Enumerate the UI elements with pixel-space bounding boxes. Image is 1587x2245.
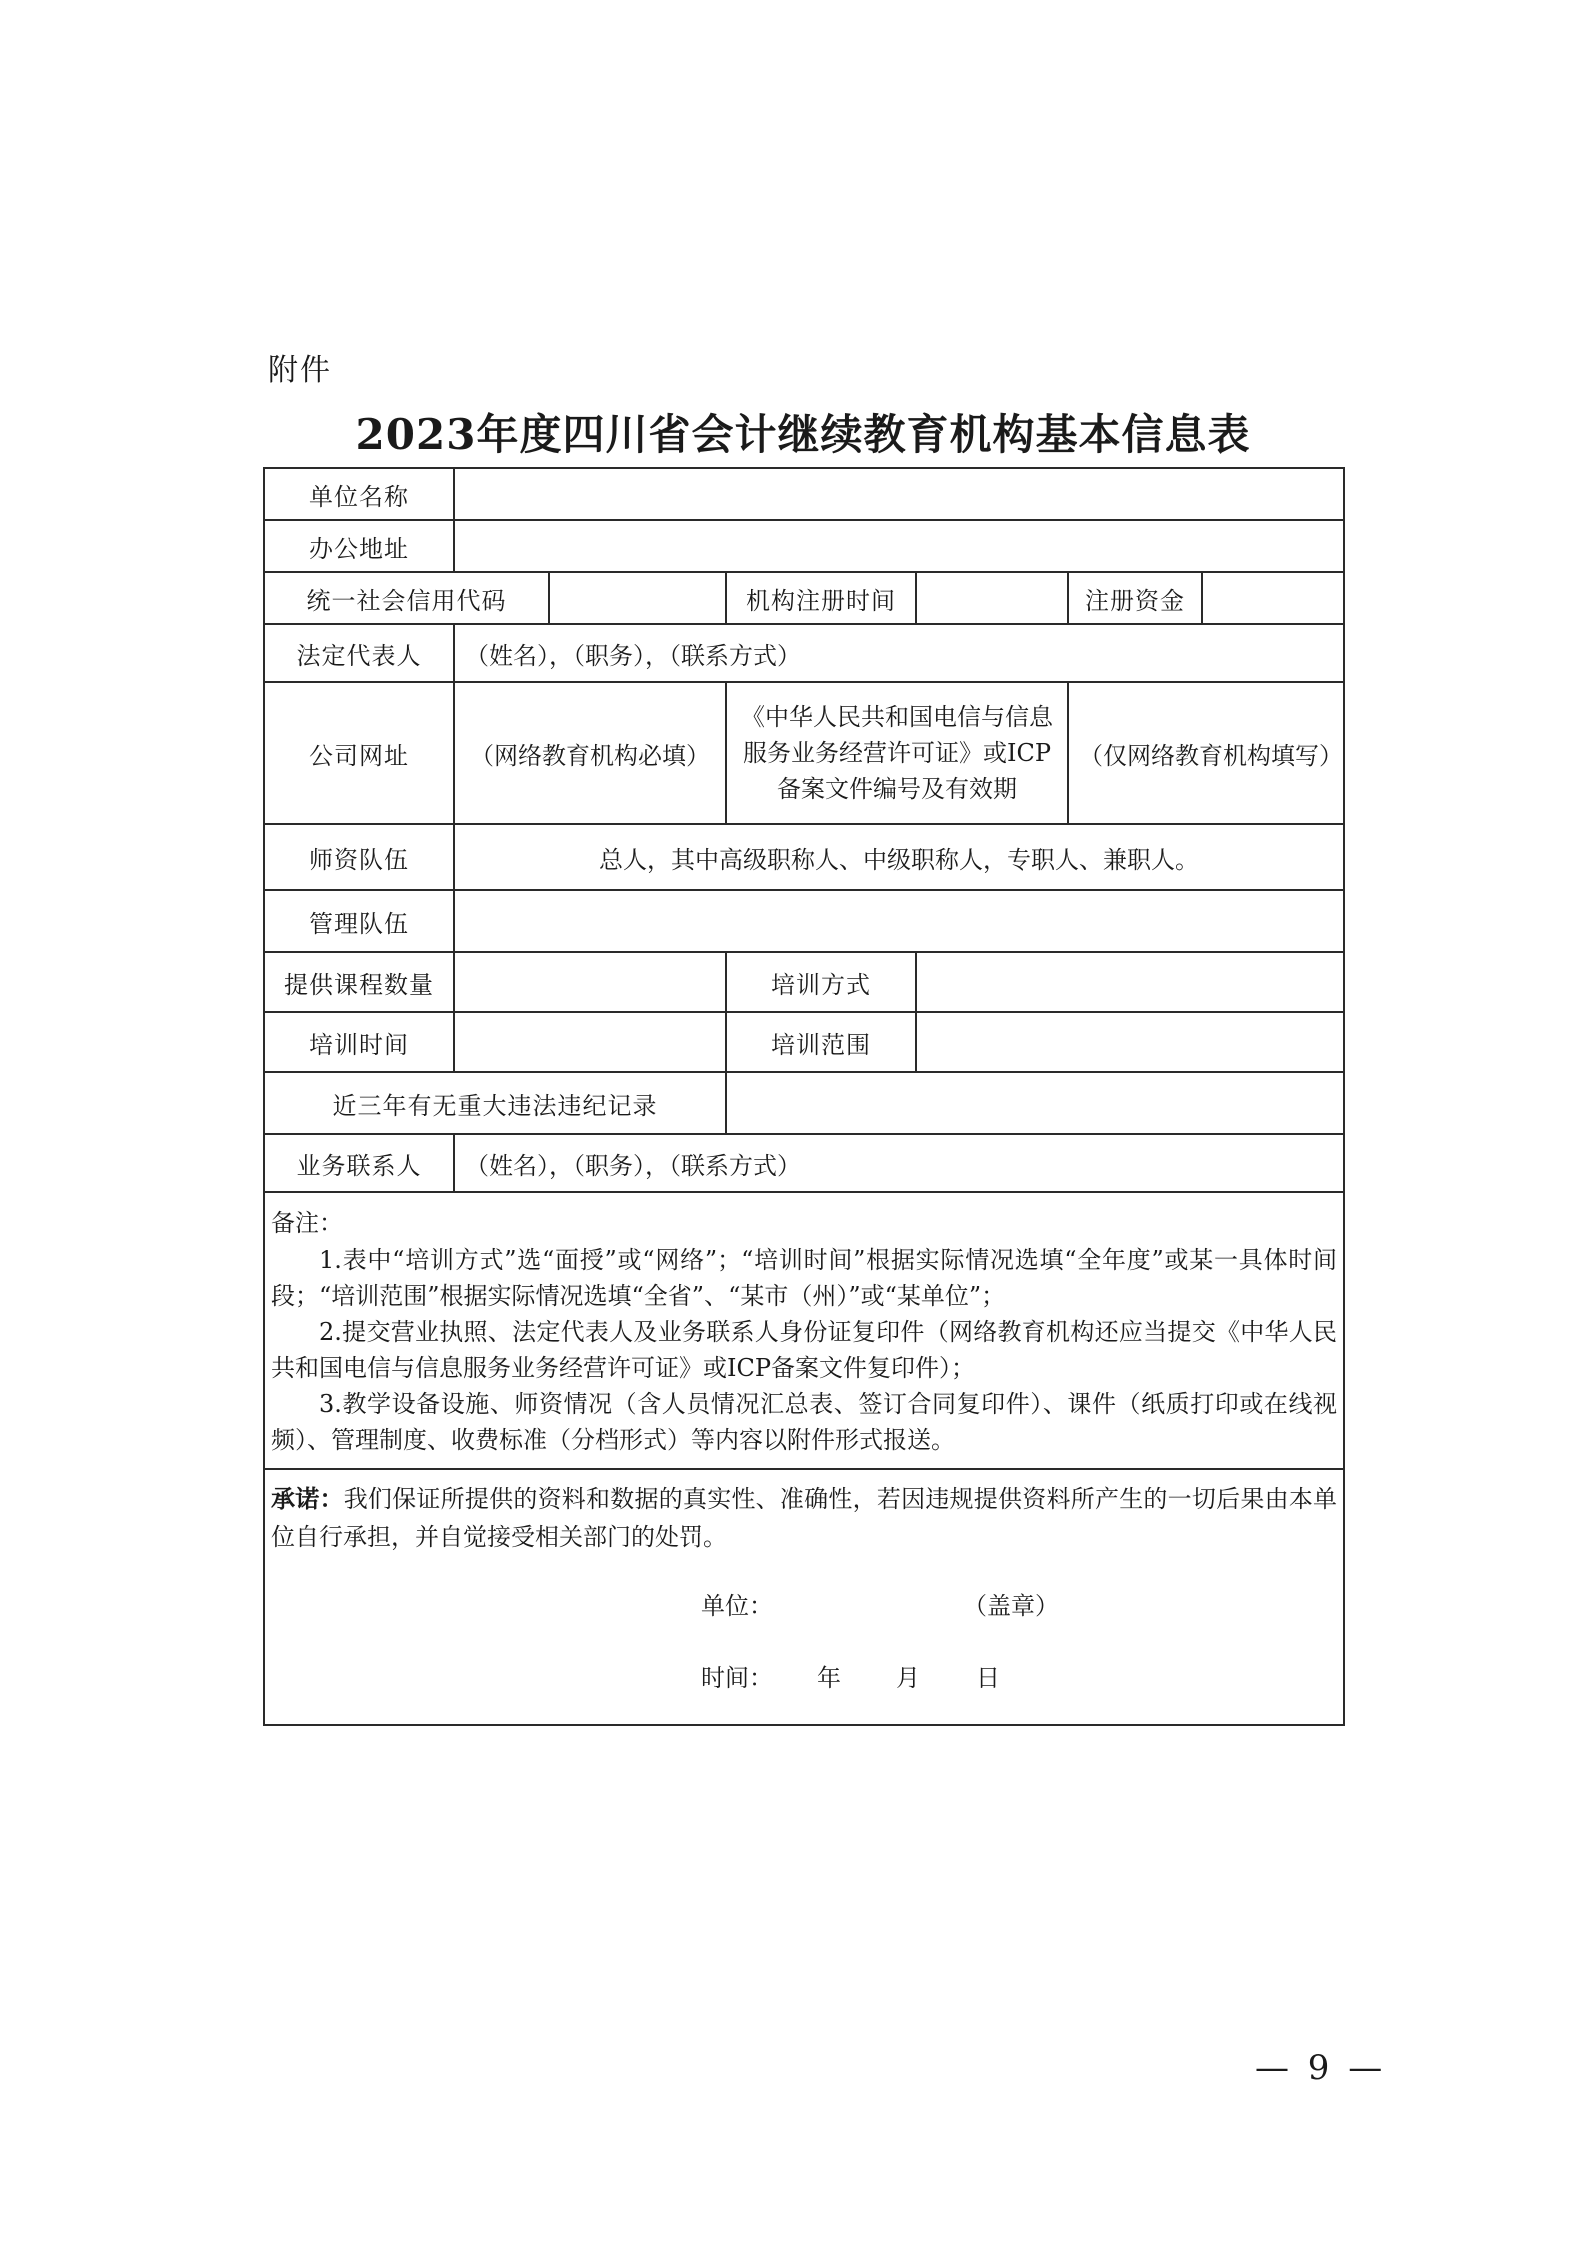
promise-text: 我们保证所提供的资料和数据的真实性、准确性，若因违规提供资料所产生的一切后果由本单位自行承担，并自觉接受相关部门的处罚。 [271, 1485, 1338, 1551]
signature-time-label: 时间： [701, 1664, 773, 1692]
signature-day: 日 [976, 1664, 1000, 1692]
registered-capital-label: 注册资金 [1068, 572, 1202, 624]
office-address-label: 办公地址 [264, 520, 454, 572]
row-faculty [264, 824, 1344, 890]
row-website [264, 682, 1344, 824]
credit-code-label: 统一社会信用代码 [264, 572, 549, 624]
row-notes [264, 1192, 1344, 1469]
attachment-label: 附件 [268, 353, 332, 388]
signature-unit-row [701, 1570, 1337, 1642]
training-scope-label: 培训范围 [726, 1012, 916, 1072]
license-field[interactable]: （仅网络教育机构填写） [1068, 682, 1344, 824]
row-business-contact [264, 1134, 1344, 1192]
training-method-field[interactable] [916, 952, 1344, 1012]
unit-name-field[interactable] [454, 468, 1344, 520]
business-contact-field[interactable]: （姓名），（职务），（联系方式） [454, 1134, 1344, 1192]
management-label: 管理队伍 [264, 890, 454, 952]
business-contact-label: 业务联系人 [264, 1134, 454, 1192]
faculty-label: 师资队伍 [264, 824, 454, 890]
notes-item-1: 1.表中“培训方式”选“面授”或“网络”；“培训时间”根据实际情况选填“全年度”或某一具体时间段；“培训范围”根据实际情况选填“全省”、“某市（州）”或“某单位”； [271, 1246, 1338, 1310]
legal-rep-field[interactable]: （姓名），（职务），（联系方式） [454, 624, 1344, 682]
office-address-field[interactable] [454, 520, 1344, 572]
credit-code-field[interactable] [549, 572, 726, 624]
signature-month: 月 [896, 1664, 920, 1692]
unit-name-label: 单位名称 [264, 468, 454, 520]
training-time-label: 培训时间 [264, 1012, 454, 1072]
signature-block [701, 1570, 1337, 1714]
violations-label: 近三年有无重大违法违纪记录 [264, 1072, 726, 1134]
row-office-address [264, 520, 1344, 572]
signature-year: 年 [817, 1664, 841, 1692]
management-field[interactable] [454, 890, 1344, 952]
signature-seal: （盖章） [963, 1592, 1059, 1620]
row-legal-rep [264, 624, 1344, 682]
info-form-table [263, 467, 1345, 1726]
notes-item-2: 2.提交营业执照、法定代表人及业务联系人身份证复印件（网络教育机构还应当提交《中华人民共和国电信与信息服务业务经营许可证》或ICP备案文件复印件）； [271, 1318, 1338, 1382]
page-number: — 9 — [1255, 2048, 1387, 2088]
registered-capital-field[interactable] [1202, 572, 1344, 624]
violations-field[interactable] [726, 1072, 1344, 1134]
training-time-field[interactable] [454, 1012, 726, 1072]
website-label: 公司网址 [264, 682, 454, 824]
website-field[interactable]: （网络教育机构必填） [454, 682, 726, 824]
license-label: 《中华人民共和国电信与信息服务业务经营许可证》或ICP备案文件编号及有效期 [726, 682, 1068, 824]
signature-date-row [701, 1642, 1337, 1714]
row-violations [264, 1072, 1344, 1134]
faculty-field[interactable]: 总人，其中高级职称人、中级职称人，专职人、兼职人。 [454, 824, 1344, 890]
row-management [264, 890, 1344, 952]
row-training-time [264, 1012, 1344, 1072]
row-course-count [264, 952, 1344, 1012]
legal-rep-label: 法定代表人 [264, 624, 454, 682]
notes-heading: 备注： [271, 1209, 343, 1237]
promise-text-block [271, 1480, 1337, 1556]
row-promise [264, 1469, 1344, 1725]
training-scope-field[interactable] [916, 1012, 1344, 1072]
course-count-field[interactable] [454, 952, 726, 1012]
row-unit-name [264, 468, 1344, 520]
course-count-label: 提供课程数量 [264, 952, 454, 1012]
notes-cell [264, 1192, 1344, 1469]
promise-cell [264, 1469, 1344, 1725]
registration-time-field[interactable] [916, 572, 1068, 624]
notes-item-3: 3.教学设备设施、师资情况（含人员情况汇总表、签订合同复印件）、课件（纸质打印或在线视频）、管理制度、收费标准（分档形式）等内容以附件形式报送。 [271, 1390, 1338, 1454]
page-title: 2023年度四川省会计继续教育机构基本信息表 [355, 410, 1251, 459]
promise-label: 承诺： [271, 1484, 344, 1513]
registration-time-label: 机构注册时间 [726, 572, 916, 624]
training-method-label: 培训方式 [726, 952, 916, 1012]
row-credit-code [264, 572, 1344, 624]
signature-unit-label: 单位： [701, 1592, 773, 1620]
